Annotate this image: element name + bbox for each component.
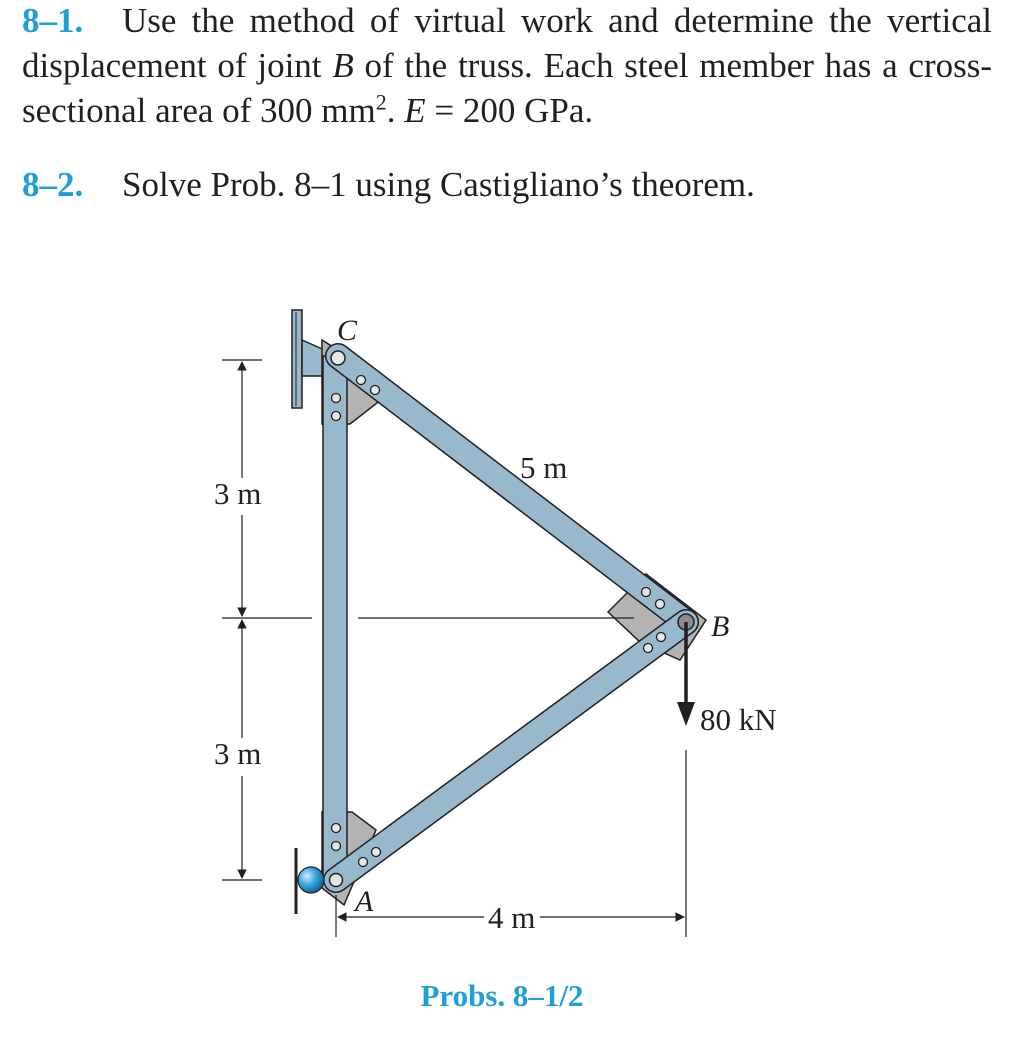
dim-label-member-cb: 5 m — [520, 450, 568, 485]
exponent: 2 — [375, 89, 387, 115]
problem-number: 8–1. — [22, 1, 84, 40]
roller-ball — [298, 867, 324, 893]
member-ab — [336, 622, 686, 880]
member-cb — [338, 356, 686, 622]
load-label: 80 kN — [700, 702, 777, 737]
joint-symbol: B — [332, 46, 354, 85]
joint-label-a: A — [355, 885, 374, 918]
dim-label-horizontal: 4 m — [488, 900, 536, 935]
dim-label-lower-height: 3 m — [214, 736, 262, 771]
problem-number: 8–2. — [22, 165, 84, 204]
bolts — [332, 376, 666, 867]
dim-label-upper-height: 3 m — [214, 476, 262, 511]
problem-text: . — [386, 91, 405, 130]
problem-text: Solve Prob. 8–1 using Castigliano’s theorem. — [122, 165, 755, 204]
modulus-symbol: E — [404, 91, 426, 130]
joint-label-c: C — [337, 314, 358, 347]
gusset-plates — [322, 340, 706, 905]
member-ac — [323, 356, 347, 880]
problem-text: Use the method of virtual work and determine the vertical displacement of joint — [22, 1, 992, 85]
problem-text: of the truss. Each steel member has a cross-sectional area of 300 mm — [22, 46, 992, 130]
figure-caption: Probs. 8–1/2 — [420, 978, 584, 1013]
joint-label-b: B — [711, 610, 730, 643]
problem-text: = 200 GPa. — [425, 91, 594, 130]
